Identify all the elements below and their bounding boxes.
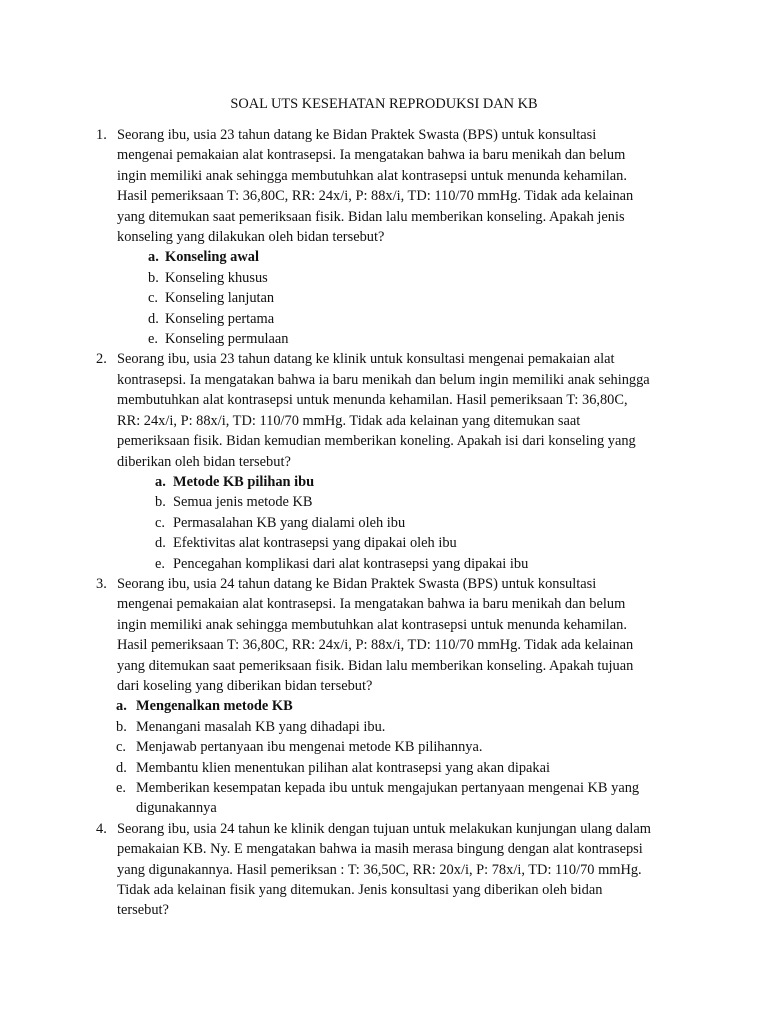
answer-options (117, 247, 686, 349)
option-letter: b. (148, 269, 159, 286)
option-letter: a. (116, 698, 127, 715)
question-text-line: Tidak ada kelainan fisik yang ditemukan. Jenis konsultasi yang diberikan oleh bidan (117, 882, 603, 899)
question-3 (96, 574, 686, 819)
question-text-line: ingin memiliki anak sehingga membutuhkan alat kontrasepsi untuk menunda kehamilan. (117, 616, 627, 633)
question-text-line: Hasil pemeriksaan T: 36,80C, RR: 24x/i, P: 88x/i, TD: 110/70 mmHg. Tidak ada kelainan (117, 188, 634, 205)
question-text-line: diberikan oleh bidan tersebut? (117, 453, 291, 470)
question-text-line: pemakaian KB. Ny. E mengatakan bahwa ia masih merasa bingung dengan alat kontrasepsi (117, 841, 643, 858)
answer-option (117, 554, 686, 574)
option-text: Konseling awal (165, 249, 259, 266)
answer-option (96, 778, 686, 819)
option-text: Metode KB pilihan ibu (173, 473, 315, 490)
answer-option (96, 737, 686, 757)
question-text-line: kontrasepsi. Ia mengatakan bahwa ia baru menikah dan belum ingin memiliki anak sehingga (117, 371, 650, 388)
option-text-continued: digunakannya (136, 800, 217, 817)
question-text-line: konseling yang dilakukan oleh bidan tersebut? (117, 229, 385, 246)
option-letter: d. (155, 535, 166, 552)
question-text-line: Seorang ibu, usia 24 tahun ke klinik dengan tujuan untuk melakukan kunjungan ulang dalam (117, 820, 651, 837)
answer-option (117, 329, 686, 349)
option-letter: a. (148, 249, 159, 266)
question-text-line: yang digunakannya. Hasil pemeriksan : T: 36,50C, RR: 20x/i, P: 78x/i, TD: 110/70 mmHg. (117, 861, 642, 878)
answer-option (117, 513, 686, 533)
question-number: 2. (96, 351, 107, 368)
option-text: Efektivitas alat kontrasepsi yang dipakai oleh ibu (173, 535, 457, 552)
answer-option-correct (117, 472, 686, 492)
question-text-line: membutuhkan alat kontrasepsi untuk menunda kehamilan. Hasil pemeriksaan T: 36,80C, (117, 392, 628, 409)
option-letter: b. (155, 494, 166, 511)
option-text: Menjawab pertanyaan ibu mengenai metode KB pilihannya. (136, 739, 483, 756)
option-text: Membantu klien menentukan pilihan alat kontrasepsi yang akan dipakai (136, 759, 551, 776)
question-text-line: mengenai pemakaian alat kontrasepsi. Ia mengatakan bahwa ia baru menikah dan belum (117, 147, 626, 164)
option-letter: a. (155, 473, 166, 490)
question-text-line: RR: 24x/i, P: 88x/i, TD: 110/70 mmHg. Tidak ada kelainan yang ditemukan saat (117, 412, 581, 429)
answer-option (117, 533, 686, 553)
question-list (96, 125, 686, 921)
answer-option (117, 268, 686, 288)
question-text-line: Seorang ibu, usia 24 tahun datang ke Bidan Praktek Swasta (BPS) untuk konsultasi (117, 575, 597, 592)
question-text-line: ingin memiliki anak sehingga membutuhkan alat kontrasepsi untuk menunda kehamilan. (117, 167, 627, 184)
question-text-line: yang ditemukan saat pemeriksaan fisik. Bidan lalu memberikan konseling. Apakah jenis (117, 208, 625, 225)
option-text: Konseling khusus (165, 269, 268, 286)
answer-options (96, 696, 686, 818)
option-text: Menangani masalah KB yang dihadapi ibu. (136, 718, 386, 735)
answer-option (96, 717, 686, 737)
option-letter: c. (116, 739, 126, 756)
question-text-line: Hasil pemeriksaan T: 36,80C, RR: 24x/i, P: 88x/i, TD: 110/70 mmHg. Tidak ada kelainan (117, 637, 634, 654)
question-number: 4. (96, 820, 107, 837)
document-title: SOAL UTS KESEHATAN REPRODUKSI DAN KB (230, 96, 538, 112)
option-letter: e. (148, 331, 158, 348)
question-1 (96, 125, 686, 349)
question-text-line: dari koseling yang diberikan bidan tersebut? (117, 677, 373, 694)
answer-option (117, 492, 686, 512)
question-number: 1. (96, 127, 107, 143)
question-4 (96, 819, 686, 921)
option-letter: d. (116, 759, 127, 776)
answer-options (117, 472, 686, 574)
answer-option (117, 309, 686, 329)
option-text: Semua jenis metode KB (173, 494, 313, 511)
question-text-line: Seorang ibu, usia 23 tahun datang ke klinik untuk konsultasi mengenai pemakaian alat (117, 351, 615, 368)
option-letter: c. (155, 514, 165, 531)
option-text: Permasalahan KB yang dialami oleh ibu (173, 514, 406, 531)
answer-option-correct (96, 696, 686, 716)
question-text-line: tersebut? (117, 902, 169, 919)
question-text-line: Seorang ibu, usia 23 tahun datang ke Bidan Praktek Swasta (BPS) untuk konsultasi (117, 127, 597, 143)
question-number: 3. (96, 575, 107, 592)
question-text-line: pemeriksaan fisik. Bidan kemudian memberikan koneling. Apakah isi dari konseling yang (117, 433, 636, 450)
answer-option (96, 758, 686, 778)
answer-option-correct (117, 247, 686, 267)
option-text: Konseling permulaan (165, 331, 289, 348)
option-text: Konseling lanjutan (165, 290, 275, 307)
option-letter: e. (116, 780, 126, 796)
option-letter: d. (148, 310, 159, 327)
option-text: Pencegahan komplikasi dari alat kontrasepsi yang dipakai ibu (173, 555, 529, 572)
option-letter: e. (155, 555, 165, 572)
option-text: Mengenalkan metode KB (136, 698, 293, 715)
option-letter: c. (148, 290, 158, 307)
answer-option (117, 288, 686, 308)
question-2 (96, 349, 686, 573)
question-text-line: yang ditemukan saat pemeriksaan fisik. Bidan lalu memberikan konseling. Apakah tujuan (117, 657, 634, 674)
option-text: Memberikan kesempatan kepada ibu untuk mengajukan pertanyaan mengenai KB yang (136, 780, 640, 796)
option-text: Konseling pertama (165, 310, 275, 327)
option-letter: b. (116, 718, 127, 735)
question-text-line: mengenai pemakaian alat kontrasepsi. Ia mengatakan bahwa ia baru menikah dan belum (117, 596, 626, 613)
